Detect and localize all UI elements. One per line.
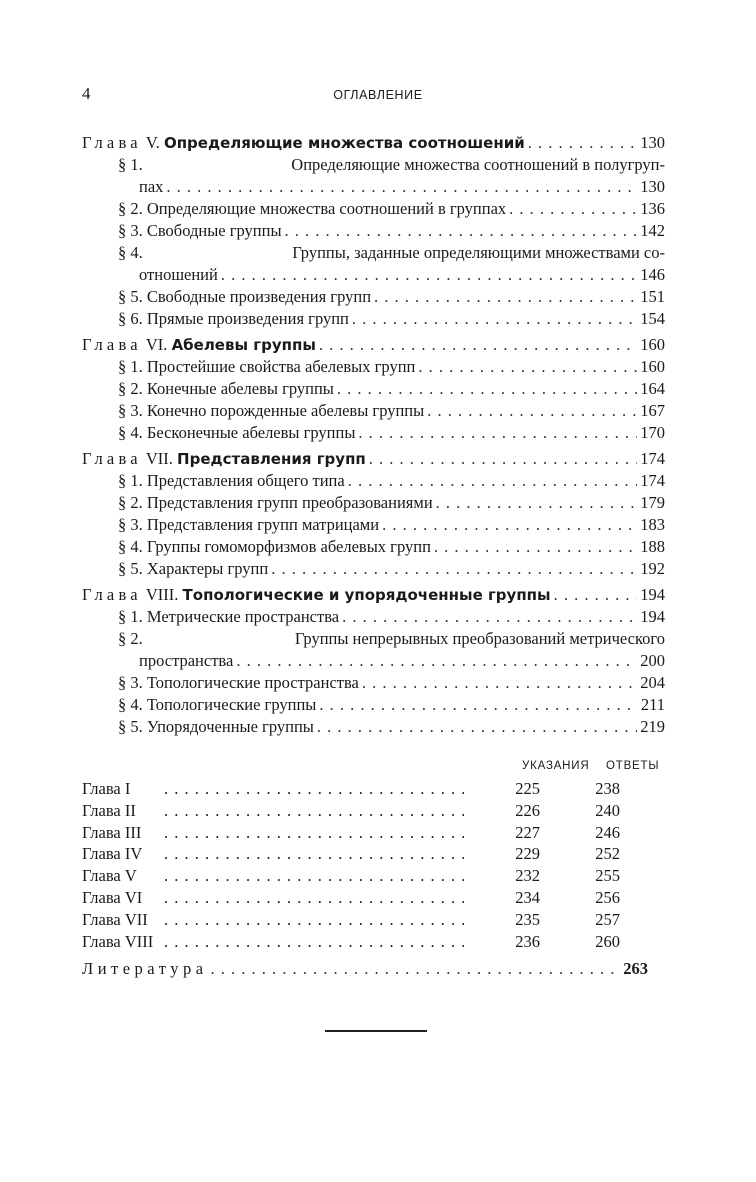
answers-page: 255 (595, 866, 620, 886)
table-of-contents (82, 132, 665, 738)
leader-dots (369, 448, 637, 470)
chapter-title: Топологические и упорядоченные группы (182, 586, 551, 604)
chapter-label: Глава (82, 335, 142, 354)
section-number: § 3. (118, 515, 143, 534)
table-row[interactable] (82, 843, 665, 865)
section-title-line2: пространства (139, 651, 234, 670)
chapter-vii-entry[interactable] (82, 448, 665, 470)
hints-page: 226 (515, 800, 540, 820)
leader-dots (236, 650, 637, 672)
chapter-number: VI. (145, 335, 168, 354)
literature-label: Литература (82, 959, 208, 978)
leader-dots (285, 220, 638, 242)
leader-dots (164, 931, 464, 953)
section-entry[interactable] (82, 378, 665, 400)
section-entry[interactable] (82, 422, 665, 444)
chapter-title: Определяющие множества соотношений (163, 134, 525, 152)
chapter-v-entry[interactable] (82, 132, 665, 154)
chapter-label: Глава (82, 585, 142, 604)
leader-dots (164, 887, 464, 909)
section-page: 204 (640, 673, 665, 692)
leader-dots (164, 865, 464, 887)
section-title: Свободные группы (146, 221, 282, 240)
leader-dots (382, 514, 637, 536)
answers-page: 257 (595, 909, 620, 929)
chapter-title: Абелевы группы (171, 336, 316, 354)
section-title: Определяющие множества соотношений в группах (146, 199, 507, 218)
section-page: 179 (640, 493, 665, 512)
section-number: § 5. (118, 287, 143, 306)
hints-page: 227 (515, 822, 540, 842)
section-number: § 3. (118, 673, 143, 692)
section-page: 154 (640, 309, 665, 328)
chapter-number: VII. (145, 449, 173, 468)
table-row[interactable] (82, 887, 665, 909)
section-page: 164 (640, 379, 665, 398)
section-page: 200 (640, 651, 665, 670)
leader-dots (164, 822, 464, 844)
hints-column-header: УКАЗАНИЯ (522, 760, 590, 772)
section-page: 192 (640, 559, 665, 578)
leader-dots (374, 286, 637, 308)
section-title: Топологические пространства (146, 673, 359, 692)
leader-dots (352, 308, 637, 330)
leader-dots (509, 198, 637, 220)
hints-table (82, 778, 665, 952)
section-entry[interactable] (82, 470, 665, 492)
leader-dots (434, 536, 637, 558)
row-label: Глава VI (82, 887, 143, 907)
section-title: Метрические пространства (146, 607, 340, 626)
row-label: Глава II (82, 800, 136, 820)
end-rule (325, 1030, 427, 1032)
section-page: 183 (640, 515, 665, 534)
leader-dots (436, 492, 638, 514)
leader-dots (211, 958, 621, 980)
section-page: 160 (640, 357, 665, 376)
section-number: § 1. (118, 357, 143, 376)
leader-dots (271, 558, 637, 580)
section-number: § 4. (118, 537, 143, 556)
section-entry[interactable] (82, 558, 665, 580)
answers-page: 240 (595, 800, 620, 820)
page-number: 4 (82, 84, 91, 103)
section-entry[interactable] (82, 154, 665, 198)
leader-dots (221, 264, 637, 286)
chapter-page: 174 (640, 449, 665, 468)
section-title-line1: Группы, заданные определяющими множествами со- (292, 243, 665, 262)
section-title: Свободные произведения групп (146, 287, 372, 306)
leader-dots (164, 909, 464, 931)
leader-dots (528, 132, 638, 154)
answers-page: 238 (595, 779, 620, 798)
section-page: 219 (640, 717, 665, 736)
section-page: 146 (640, 265, 665, 284)
section-page: 174 (640, 471, 665, 490)
chapter-title: Представления групп (177, 450, 366, 468)
answers-page: 260 (595, 931, 620, 951)
section-entry[interactable] (82, 286, 665, 308)
table-row[interactable] (82, 909, 665, 931)
chapter-label: Глава (82, 449, 142, 468)
section-entry[interactable] (82, 514, 665, 536)
leader-dots (317, 716, 637, 738)
section-title: Характеры групп (146, 559, 269, 578)
section-title: Простейшие свойства абелевых групп (146, 357, 416, 376)
leader-dots (418, 356, 637, 378)
leader-dots (164, 843, 464, 865)
section-number: § 4. (118, 695, 143, 714)
hints-page: 236 (515, 931, 540, 951)
section-entry[interactable] (82, 308, 665, 330)
section-entry[interactable] (82, 716, 665, 738)
section-entry[interactable] (82, 628, 665, 672)
literature-page: 263 (623, 959, 648, 978)
section-title: Прямые произведения групп (146, 309, 349, 328)
section-entry[interactable] (82, 400, 665, 422)
row-label: Глава I (82, 779, 131, 798)
section-number: § 1. (118, 155, 143, 174)
section-entry[interactable] (82, 356, 665, 378)
section-title-line1: Группы непрерывных преобразований метрического (294, 629, 665, 648)
section-entry[interactable] (82, 536, 665, 558)
section-page: 194 (640, 607, 665, 626)
section-number: § 4. (118, 423, 143, 442)
table-row[interactable] (82, 931, 665, 953)
section-page: 151 (640, 287, 665, 306)
leader-dots (427, 400, 637, 422)
section-title-line2: пах (139, 177, 164, 196)
leader-dots (164, 800, 464, 822)
section-page: 167 (640, 401, 665, 420)
section-title: Конечные абелевы группы (146, 379, 334, 398)
table-row[interactable] (82, 865, 665, 887)
section-number: § 5. (118, 717, 143, 736)
section-number: § 2. (118, 199, 143, 218)
answers-page: 252 (595, 844, 620, 864)
chapter-number: V. (145, 133, 160, 152)
hints-page: 232 (515, 866, 540, 886)
leader-dots (319, 694, 638, 716)
section-title: Представления групп матрицами (146, 515, 380, 534)
chapter-page: 160 (640, 335, 665, 354)
answers-page: 246 (595, 822, 620, 842)
page-title: ОГЛАВЛЕНИЕ (333, 88, 423, 102)
chapter-viii-entry[interactable] (82, 584, 665, 606)
section-number: § 6. (118, 309, 143, 328)
leader-dots (166, 176, 637, 198)
section-title: Бесконечные абелевы группы (146, 423, 356, 442)
leader-dots (358, 422, 637, 444)
section-number: § 4. (118, 243, 143, 262)
chapter-vi-entry[interactable] (82, 334, 665, 356)
section-entry[interactable] (82, 492, 665, 514)
hints-page: 229 (515, 844, 540, 864)
table-row[interactable] (82, 822, 665, 844)
chapter-page: 194 (640, 585, 665, 604)
section-title: Конечно порожденные абелевы группы (146, 401, 425, 420)
section-page: 142 (640, 221, 665, 240)
section-page: 130 (640, 177, 665, 196)
leader-dots (337, 378, 637, 400)
section-entry[interactable] (82, 220, 665, 242)
row-label: Глава III (82, 822, 142, 842)
chapter-page: 130 (640, 133, 665, 152)
section-number: § 3. (118, 401, 143, 420)
section-number: § 3. (118, 221, 143, 240)
leader-dots (348, 470, 638, 492)
section-title: Упорядоченные группы (146, 717, 314, 736)
answers-page: 256 (595, 887, 620, 907)
hints-table-header (82, 760, 665, 780)
table-row[interactable] (82, 800, 665, 822)
row-label: Глава VIII (82, 931, 154, 951)
section-entry[interactable] (82, 606, 665, 628)
table-row[interactable] (82, 778, 665, 800)
section-number: § 1. (118, 607, 143, 626)
section-number: § 2. (118, 629, 143, 648)
section-title: Топологические группы (146, 695, 317, 714)
leader-dots (342, 606, 637, 628)
section-title: Представления общего типа (146, 471, 345, 490)
section-page: 170 (640, 423, 665, 442)
section-title: Группы гомоморфизмов абелевых групп (146, 537, 431, 556)
row-label: Глава VII (82, 909, 148, 929)
section-entry[interactable] (82, 198, 665, 220)
section-number: § 2. (118, 493, 143, 512)
section-entry[interactable] (82, 242, 665, 286)
hints-page: 235 (515, 909, 540, 929)
section-page: 136 (640, 199, 665, 218)
section-page: 211 (640, 695, 665, 714)
row-label: Глава IV (82, 844, 143, 864)
section-title-line1: Определяющие множества соотношений в полугруп- (291, 155, 665, 174)
section-number: § 2. (118, 379, 143, 398)
row-label: Глава V (82, 866, 137, 886)
hints-page: 225 (515, 779, 540, 798)
section-title: Представления групп преобразованиями (146, 493, 433, 512)
leader-dots (362, 672, 637, 694)
leader-dots (319, 334, 637, 356)
leader-dots (164, 778, 464, 800)
section-page: 188 (640, 537, 665, 556)
section-number: § 1. (118, 471, 143, 490)
section-entry[interactable] (82, 694, 665, 716)
chapter-number: VIII. (145, 585, 179, 604)
answers-column-header: ОТВЕТЫ (606, 760, 660, 772)
leader-dots (554, 584, 638, 606)
chapter-label: Глава (82, 133, 142, 152)
section-number: § 5. (118, 559, 143, 578)
section-entry[interactable] (82, 672, 665, 694)
literature-entry[interactable] (82, 958, 648, 980)
hints-page: 234 (515, 887, 540, 907)
section-title-line2: отношений (139, 265, 218, 284)
